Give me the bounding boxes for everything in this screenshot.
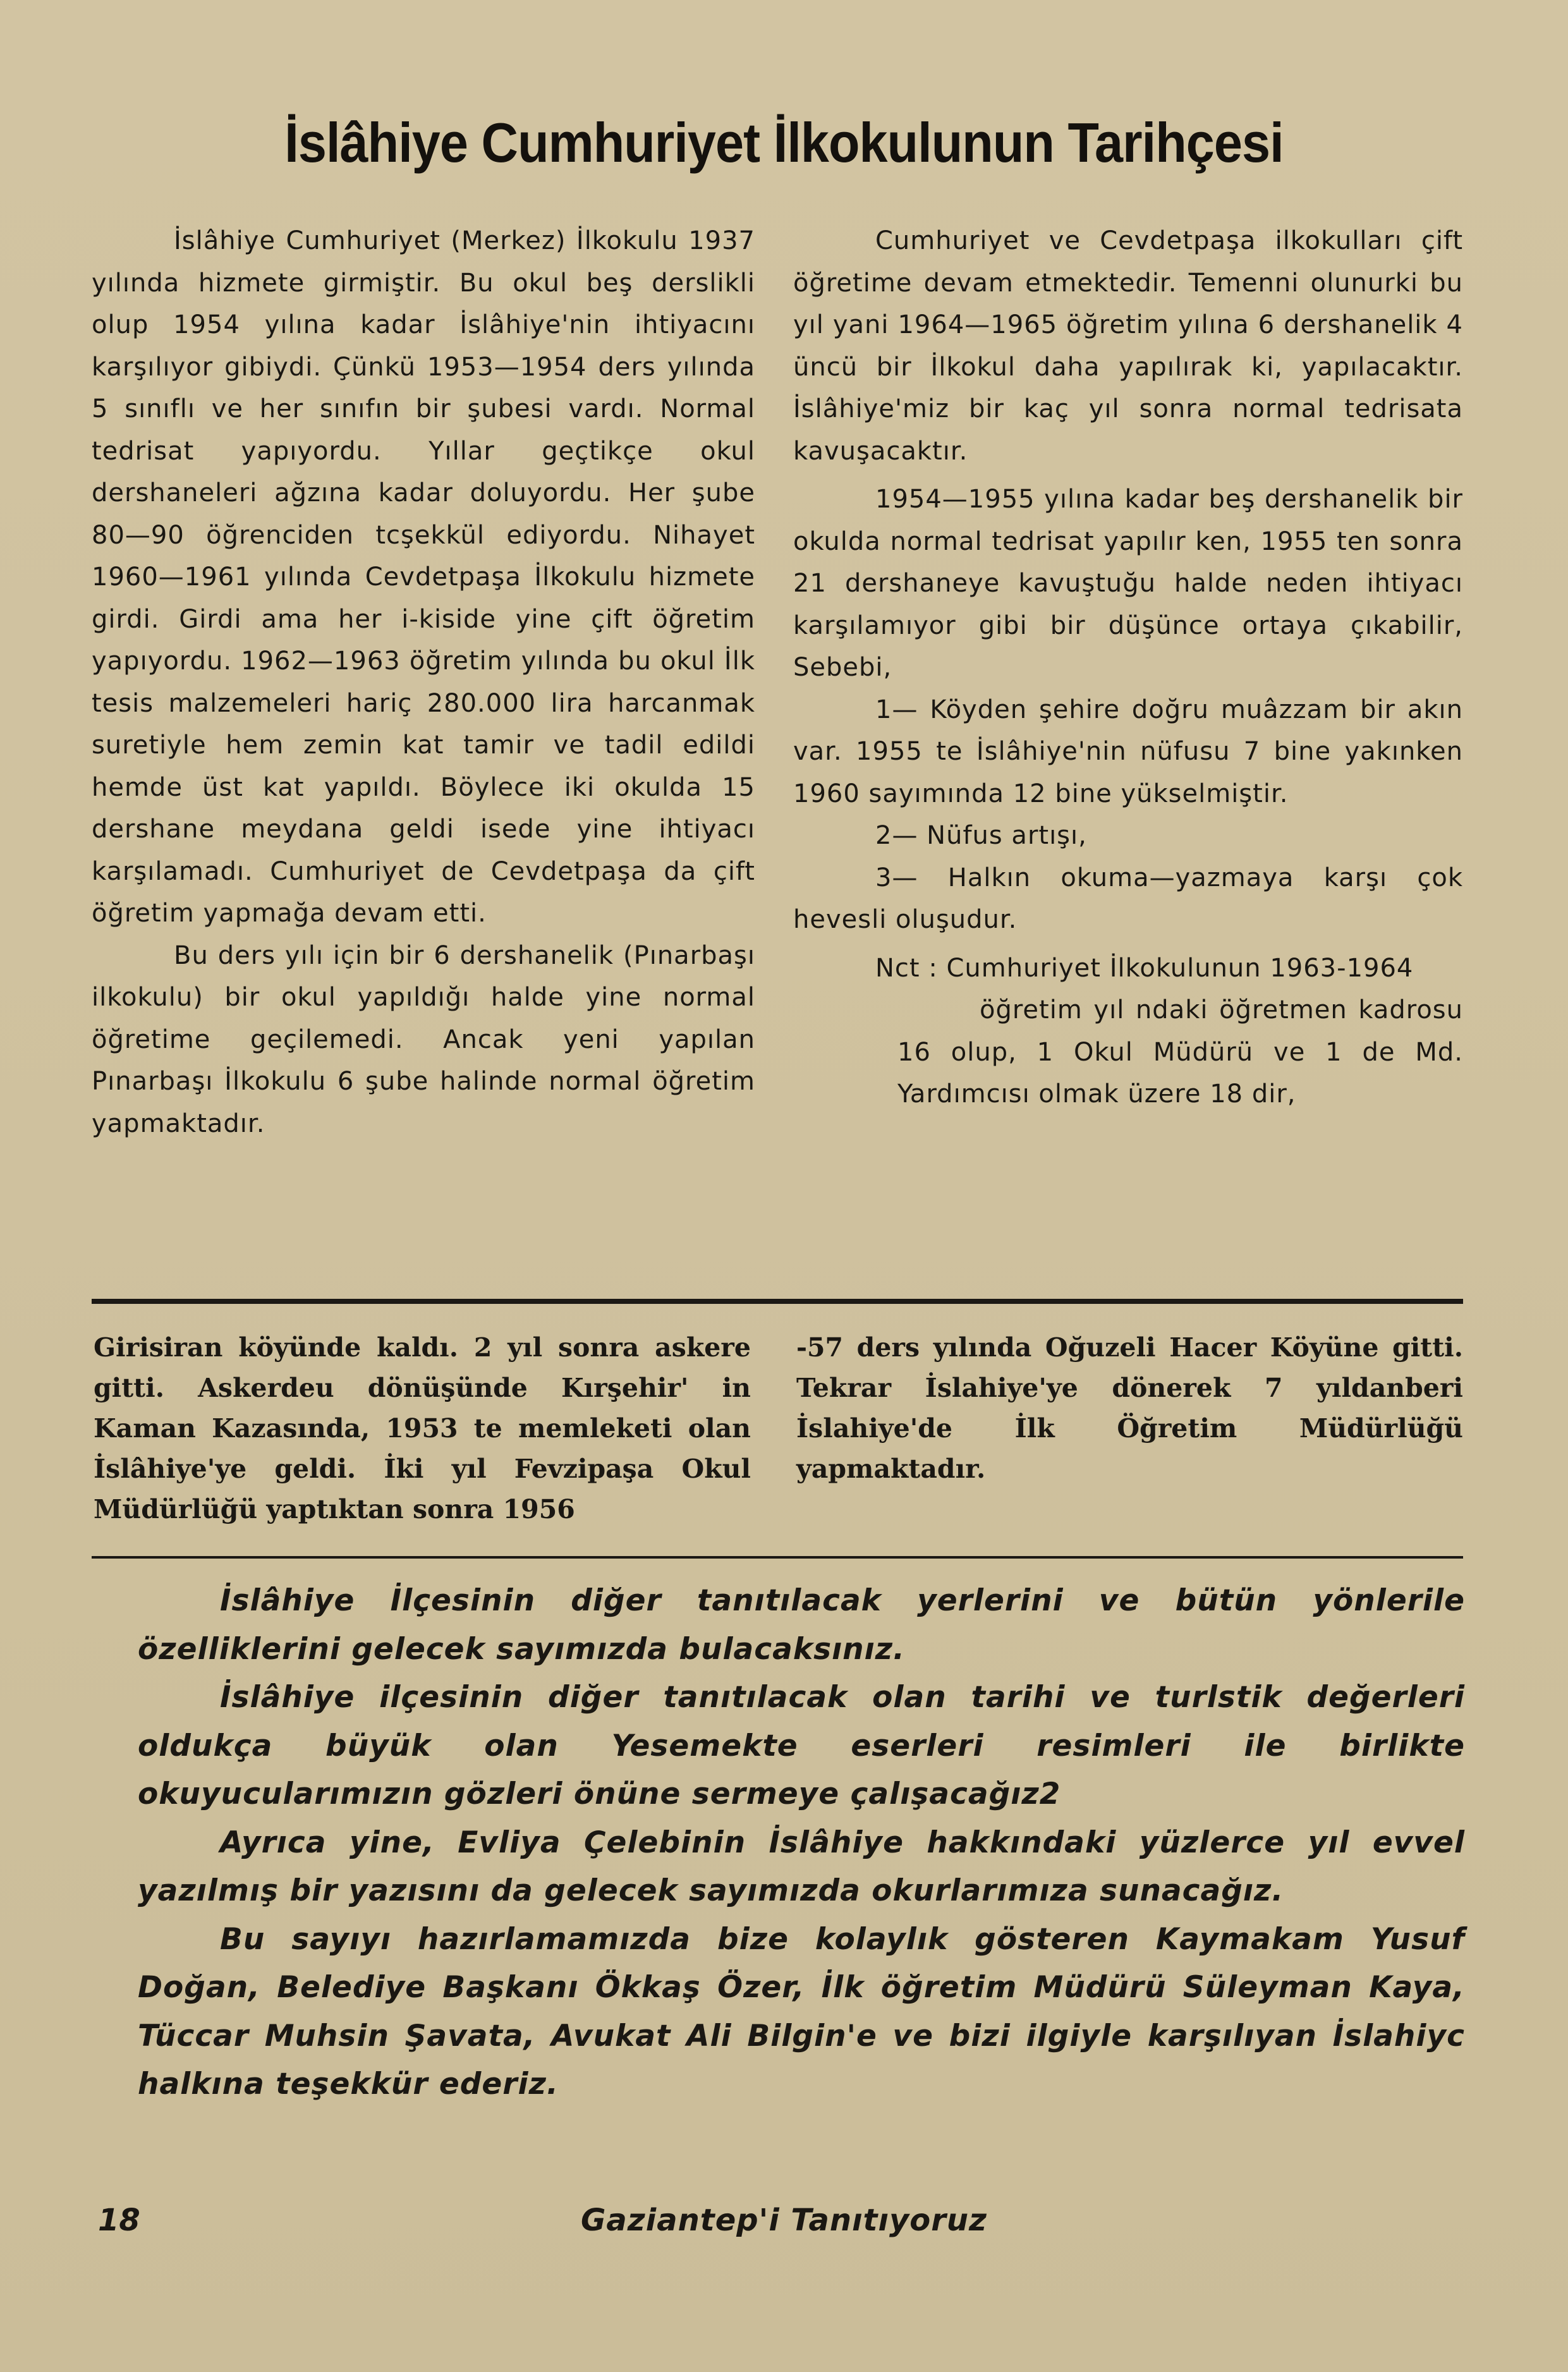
closing-notes [138,1577,1465,2109]
closing-paragraph-2: İslâhiye ilçesinin diğer tanıtılacak olan tarihi ve turlstik değerleri oldukça büyük olan Yesemekte eserleri resimleri ile birlikte okuyucularımızın gözleri önüne sermeye çalışacağız2 [138,1680,1465,1811]
left-column [92,220,755,1145]
page-number: 18 [98,2203,140,2238]
reason-3: 3— Halkın okuma—yazmaya karşı çok hevesli oluşudur. [793,863,1463,934]
biography-right-text: -57 ders yılında Oğuzeli Hacer Köyüne gitti. Tekrar İslahiye'ye dönerek 7 yıldanberi İslahiye'de İlk Öğretim Müdürlüğü yapmaktadır. [796,1332,1463,1484]
biography-right [796,1327,1463,1489]
publication-title: Gaziantep'i Tanıtıyoruz [581,2203,987,2238]
closing-paragraph-3: Ayrıca yine, Evliya Çelebinin İslâhiye hakkındaki yüzlerce yıl evvel yazılmış bir yazısını da gelecek sayımızda okurlarımıza sunacağız. [138,1825,1465,1908]
reason-2: 2— Nüfus artışı, [875,821,1087,850]
closing-paragraph-1: İslâhiye İlçesinin diğer tanıtılacak yerlerini ve bütün yönlerile özelliklerini gelecek sayımızda bulacaksınız. [138,1583,1465,1667]
right-column [793,220,1463,1116]
right-paragraph-1: Cumhuriyet ve Cevdetpaşa ilkokulları çift öğretime devam etmektedir. Temenni olunurki bu yıl yani 1964—1965 öğretim yılına 6 dershanelik 4 üncü bir İlkokul daha yapılırak ki, yapılacaktır. İslâhiye'miz bir kaç yıl sonra normal tedrisata kavuşacaktır. [793,226,1463,466]
page-title: İslâhiye Cumhuriyet İlkokulunun Tarihçesi [284,111,1284,174]
right-paragraph-2: 1954—1955 yılına kadar beş dershanelik bir okulda normal tedrisat yapılır ken, 1955 ten sonra 21 dershaneye kavuştuğu halde neden ihtiyacı karşılamıyor gibi bir düşünce ortaya çıkabilir, Sebebi, [793,485,1463,682]
biography-left [94,1327,751,1530]
divider-rule-2 [92,1556,1463,1559]
note-label: Nct : Cumhuriyet İlkokulunun 1963-1964 [875,953,1414,983]
divider-rule [92,1299,1463,1304]
note-continuation: öğretim yıl ndaki öğretmen kadrosu 16 olup, 1 Okul Müdürü ve 1 de Md. Yardımcısı olmak üzere 18 dir, [897,995,1463,1109]
reason-1: 1— Köyden şehire doğru muâzzam bir akın var. 1955 te İslâhiye'nin nüfusu 7 bine yakınken 1960 sayımında 12 bine yükselmiştir. [793,695,1463,808]
left-paragraph-2: Bu ders yılı için bir 6 dershanelik (Pınarbaşı ilkokulu) bir okul yapıldığı halde yine normal öğretime geçilemedi. Ancak yeni yapılan Pınarbaşı İlkokulu 6 şube halinde normal öğretim yapmaktadır. [92,940,755,1138]
closing-paragraph-4: Bu sayıyı hazırlamamızda bize kolaylık gösteren Kaymakam Yusuf Doğan, Belediye Başkanı Ökkaş Özer, İlk öğretim Müdürü Süleyman Kaya, Tüccar Muhsin Şavata, Avukat Ali Bilgin'e ve bizi ilgiyle karşılıyan İslahiyc halkına teşekkür ederiz. [138,1921,1465,2101]
left-paragraph-1: İslâhiye Cumhuriyet (Merkez) İlkokulu 1937 yılında hizmete girmiştir. Bu okul beş derslikli olup 1954 yılına kadar İslâhiye'nin ihtiyacını karşılıyor gibiydi. Çünkü 1953—1954 ders yılında 5 sınıflı ve her sınıfın bir şubesi vardı. Normal tedrisat yapıyordu. Yıllar geçtikçe okul dershaneleri ağzına kadar doluyordu. Her şube 80—90 öğrenciden tcşekkül ediyordu. Nihayet 1960—1961 yılında Cevdetpaşa İlkokulu hizmete girdi. Girdi ama her i-kiside yine çift öğretim yapıyordu. 1962—1963 öğretim yılında bu okul İlk tesis malzemeleri hariç 280.000 lira harcanmak suretiyle hem zemin kat tamir ve tadil edildi hemde üst kat yapıldı. Böylece iki okulda 15 dershane meydana geldi isede yine ihtiyacı karşılamadı. Cumhuriyet de Cevdetpaşa da çift öğretim yapmağa devam etti. [92,226,755,928]
biography-left-text: Girisiran köyünde kaldı. 2 yıl sonra askere gitti. Askerdeu dönüşünde Kırşehir' in Kaman Kazasında, 1953 te memleketi olan İslâhiye'ye geldi. İki yıl Fevzipaşa Okul Müdürlüğü yaptıktan sonra 1956 [94,1332,751,1524]
